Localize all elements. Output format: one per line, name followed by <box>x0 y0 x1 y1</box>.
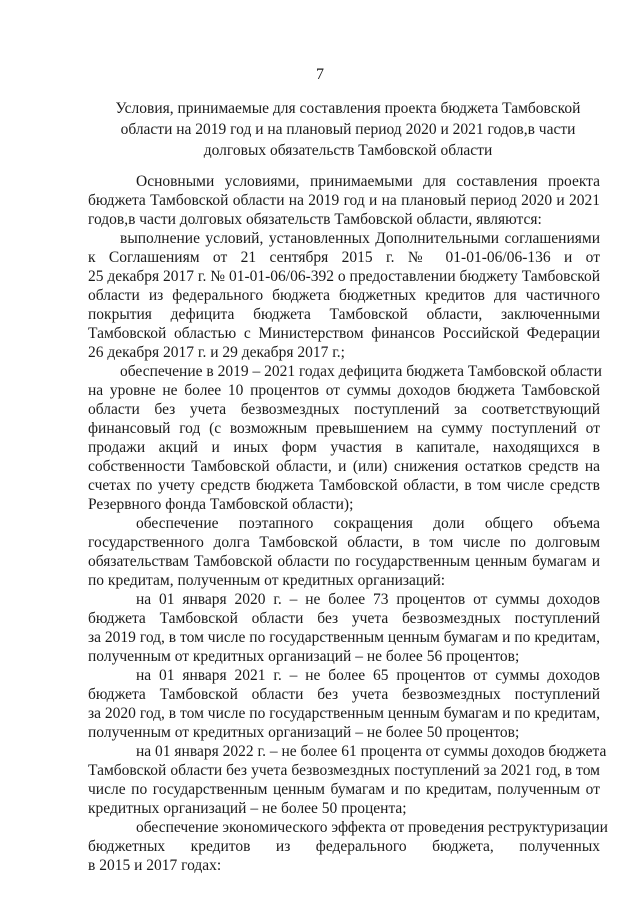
text-line: обеспечение экономического эффекта от проведения реструктуризации <box>136 819 608 836</box>
paragraph-restructuring <box>88 818 608 875</box>
text-line: обеспечение в 2019 – 2021 годах дефицита бюджета Тамбовской области <box>120 363 602 380</box>
text-line: Основными условиями, принимаемыми для составления проекта <box>136 173 600 190</box>
paragraph-condition-deficit <box>88 362 600 514</box>
text-line: Тамбовской области без учета безвозмездных поступлений за 2021 год, в том <box>88 762 600 779</box>
heading-line: области на 2019 год и на плановый период 2020 и 2021 годов,в части <box>120 121 576 138</box>
text-line: полученным от кредитных организаций – не более 50 процентов; <box>88 724 520 741</box>
text-line: государственного долга Тамбовской области, в том числе по долговым <box>88 534 600 551</box>
paragraph-intro <box>88 172 600 229</box>
text-line: бюджета Тамбовской области без учета безвозмездных поступлений <box>88 686 600 703</box>
text-line: на 01 января 2022 г. – не более 61 процента от суммы доходов бюджета <box>136 743 607 760</box>
text-line: собственности Тамбовской области, и (или) снижения остатков средств на <box>88 458 600 475</box>
text-line: полученным от кредитных организаций – не более 56 процентов; <box>88 648 520 665</box>
text-line: в 2015 и 2017 годах: <box>88 857 222 874</box>
text-line: финансовый год (с возможным превышением на сумму поступлений от <box>88 420 600 437</box>
text-line: по кредитам, полученным от кредитных организаций: <box>88 572 446 589</box>
text-line: продажи акций и иных форм участия в капитале, находящихся в <box>88 439 600 456</box>
text-line: области из федерального бюджета бюджетных кредитов для частичного <box>88 287 600 304</box>
text-line: к Соглашениям от 21 сентября 2015 г. № 01-01-06/06-136 и от <box>88 249 600 266</box>
paragraph-limit-2021 <box>88 666 600 742</box>
document-body <box>88 172 608 875</box>
text-line: выполнение условий, установленных Дополнительными соглашениями <box>120 230 600 247</box>
text-line: за 2020 год, в том числе по государственным ценным бумагам и по кредитам, <box>88 705 600 722</box>
text-line: 26 декабря 2017 г. и 29 декабря 2017 г.; <box>88 344 345 361</box>
text-line: кредитных организаций – не более 50 процента; <box>88 800 407 817</box>
text-line: Тамбовской областью с Министерством финансов Российской Федерации <box>88 325 600 342</box>
text-line: за 2019 год, в том числе по государственным ценным бумагам и по кредитам, <box>88 629 600 646</box>
paragraph-limit-2022 <box>88 742 607 818</box>
paragraph-condition-debt-reduction <box>88 514 600 590</box>
text-line: на уровне не более 10 процентов от суммы доходов бюджета Тамбовской <box>88 382 600 399</box>
text-line: области без учета безвозмездных поступлений за соответствующий <box>88 401 600 418</box>
text-line: на 01 января 2020 г. – не более 73 процентов от суммы доходов <box>136 591 600 608</box>
text-line: счетах по учету средств бюджета Тамбовской области, в том числе средств <box>88 477 600 494</box>
text-line: обеспечение поэтапного сокращения доли общего объема <box>136 515 600 532</box>
text-line: 25 декабря 2017 г. № 01-01-06/06-392 о предоставлении бюджету Тамбовской <box>88 268 600 285</box>
paragraph-condition-agreements <box>88 229 600 362</box>
text-line: числе по государственным ценным бумагам и по кредитам, полученным от <box>88 781 600 798</box>
heading-line: долговых обязательств Тамбовской области <box>203 142 493 159</box>
text-line: бюджета Тамбовской области без учета безвозмездных поступлений <box>88 610 600 627</box>
text-line: бюджетных кредитов из федерального бюджета, полученных <box>88 838 600 855</box>
text-line: годов,в части долговых обязательств Тамбовской области, являются: <box>88 211 542 228</box>
text-line: Резервного фонда Тамбовской области); <box>88 496 354 513</box>
heading-line: Условия, принимаемые для составления проекта бюджета Тамбовской <box>115 100 581 117</box>
text-line: обязательствам Тамбовской области по государственным ценным бумагам и <box>88 553 600 570</box>
text-line: на 01 января 2021 г. – не более 65 процентов от суммы доходов <box>136 667 600 684</box>
page-number: 7 <box>316 66 324 83</box>
paragraph-limit-2020 <box>88 590 600 666</box>
text-line: бюджета Тамбовской области на 2019 год и на плановый период 2020 и 2021 <box>88 192 600 209</box>
text-line: покрытия дефицита бюджета Тамбовской области, заключенными <box>88 306 600 323</box>
document-heading <box>88 98 608 161</box>
